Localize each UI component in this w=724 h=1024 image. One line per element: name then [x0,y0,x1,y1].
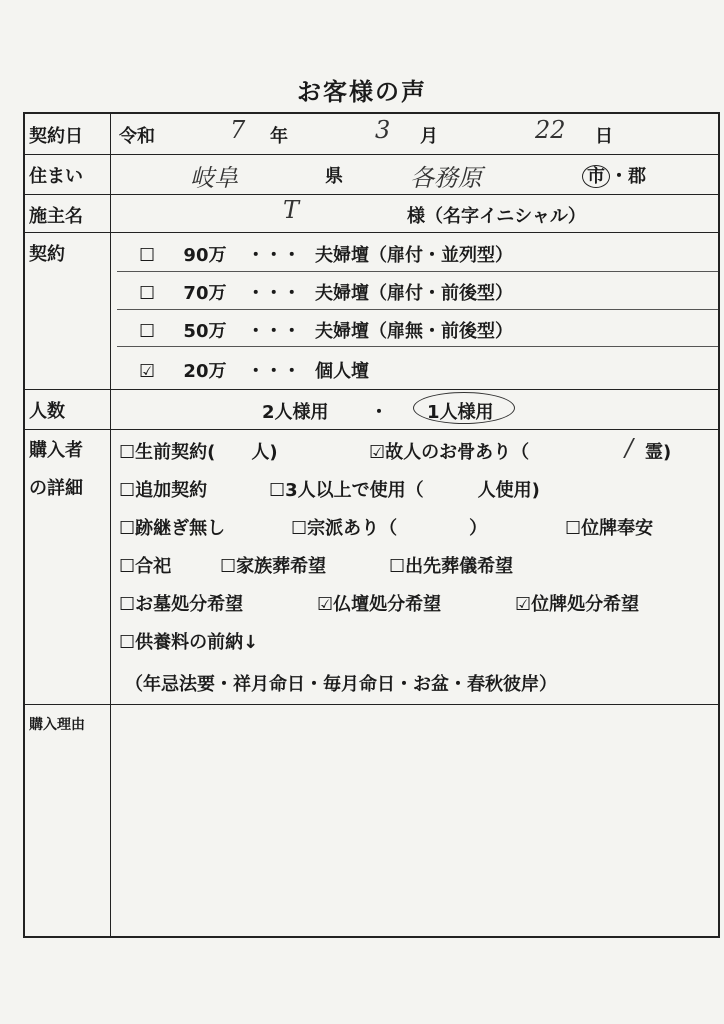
selection-circle-mark [413,392,515,424]
option-desc: 夫婦壇（扉付・前後型） [315,283,514,304]
option-desc: 夫婦壇（扉無・前後型） [315,321,514,342]
row-divider [25,232,718,233]
option-price: 50万 [183,321,227,342]
checkbox-icon[interactable]: ☐ [139,283,156,304]
row-divider [25,194,718,195]
ashes-unit: 霊) [645,442,672,463]
year-unit: 年 [270,126,288,147]
detail-family-funeral[interactable]: ☐家族葬希望 [220,556,327,577]
memorial-services-note: （年忌法要・祥月命日・毎月命日・お盆・春秋彼岸） [125,674,557,695]
label-buyer-details-1: 購入者 [29,440,83,461]
contract-option-20 [139,357,369,383]
label-contract-date: 契約日 [29,126,83,147]
city-value: 各務原 [410,164,482,192]
option-dots: ・・・ [246,283,301,304]
detail-no-successor[interactable]: ☐跡継ぎ無し [119,518,226,539]
option-dots: ・・・ [246,245,301,266]
option-divider [117,271,718,272]
row-divider [25,429,718,430]
detail-joint-burial[interactable]: ☐合祀 [119,556,172,577]
contract-option-50 [139,317,513,343]
people-two[interactable]: 2人様用 [262,402,329,423]
label-contract: 契約 [29,244,65,265]
address-separator: ・ [610,166,628,187]
row-divider [25,704,718,705]
detail-ashes-present[interactable]: ☑故人のお骨あり（ [369,442,530,463]
contract-option-90 [139,241,513,267]
city-unit-circled: 市 [582,165,610,188]
checkbox-icon[interactable]: ☐ [139,245,156,266]
people-one[interactable]: 1人様用 [427,402,494,423]
city-suffix [582,162,646,188]
gun-unit: 郡 [628,166,646,187]
label-address: 住まい [29,166,83,187]
detail-living-contract[interactable]: ☐生前契約( 人) [119,442,278,463]
option-price: 90万 [183,245,227,266]
detail-prepaid-memorial[interactable]: ☐供養料の前納↓ [119,632,259,653]
option-price: 20万 [183,361,227,382]
ashes-count-handwritten: / [625,434,634,462]
month-value: 3 [375,116,391,144]
detail-ihai-disposal[interactable]: ☑位牌処分希望 [515,594,640,615]
option-price: 70万 [183,283,227,304]
detail-ihai-enshrine[interactable]: ☐位牌奉安 [565,518,654,539]
label-buyer-details-2: の詳細 [29,478,83,499]
year-value: 7 [230,116,246,144]
client-initial: T [283,196,300,224]
option-dots: ・・・ [246,321,301,342]
detail-grave-disposal[interactable]: ☐お墓処分希望 [119,594,244,615]
detail-butsudan-disposal[interactable]: ☑仏壇処分希望 [317,594,442,615]
label-people: 人数 [29,401,65,422]
label-client-name: 施主名 [29,206,83,227]
detail-offsite-funeral[interactable]: ☐出先葬儀希望 [389,556,514,577]
day-value: 22 [535,116,566,144]
detail-three-plus[interactable]: ☐3人以上で使用（ 人使用) [269,480,540,501]
detail-additional-contract[interactable]: ☐追加契約 [119,480,208,501]
client-name-suffix: 様（名字イニシャル） [407,206,586,227]
option-divider [117,346,718,347]
prefecture-unit: 県 [325,166,343,187]
option-divider [117,309,718,310]
checkbox-checked-icon[interactable]: ☑ [139,361,156,382]
checkbox-icon[interactable]: ☐ [139,321,156,342]
label-reason: 購入理由 [29,717,85,733]
survey-form [23,112,720,938]
contract-option-70 [139,279,513,305]
prefecture-value: 岐阜 [190,164,238,192]
label-column-divider [110,114,111,936]
row-divider [25,389,718,390]
era: 令和 [119,126,155,147]
page-title: お客様の声 [297,78,427,106]
day-unit: 日 [595,126,613,147]
option-desc: 個人壇 [315,361,370,382]
detail-denomination[interactable]: ☐宗派あり（ ） [291,518,488,539]
option-desc: 夫婦壇（扉付・並列型） [315,245,514,266]
row-divider [25,154,718,155]
month-unit: 月 [420,126,438,147]
option-dots: ・・・ [246,361,301,382]
people-separator: ・ [370,402,388,423]
